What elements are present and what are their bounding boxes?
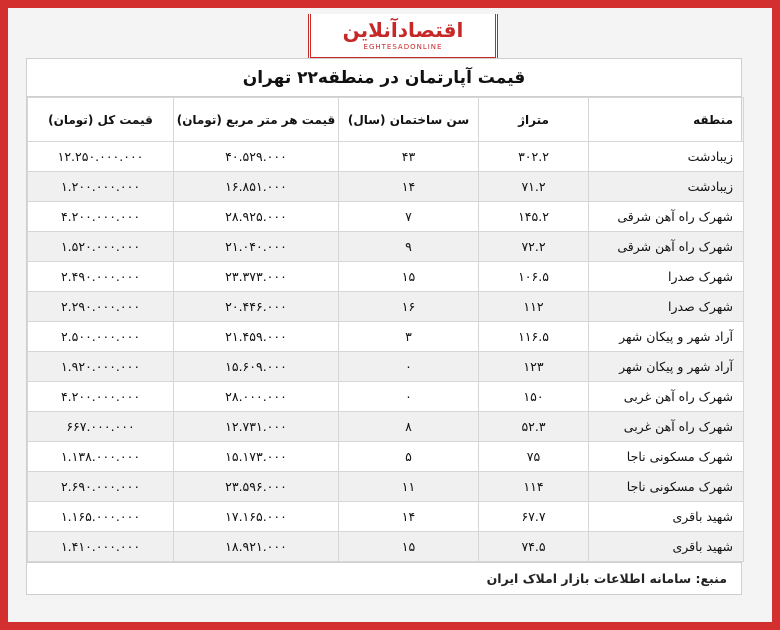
cell-total-price: ۲.۵۰۰.۰۰۰.۰۰۰ xyxy=(28,322,174,352)
cell-price-per-meter: ۱۵.۶۰۹.۰۰۰ xyxy=(174,352,339,382)
cell-age: ۰ xyxy=(339,352,479,382)
table-row xyxy=(28,382,744,412)
cell-area: ۱۱۶.۵ xyxy=(479,322,589,352)
cell-region: آراد شهر و پیکان شهر xyxy=(589,322,744,352)
cell-region: شهرک راه آهن شرقی xyxy=(589,202,744,232)
header-region: منطقه xyxy=(589,98,744,142)
cell-area: ۱۲۳ xyxy=(479,352,589,382)
cell-total-price: ۲.۶۹۰.۰۰۰.۰۰۰ xyxy=(28,472,174,502)
cell-age: ۴۳ xyxy=(339,142,479,172)
cell-region: شهرک راه آهن شرقی xyxy=(589,232,744,262)
cell-area: ۱۴۵.۲ xyxy=(479,202,589,232)
logo-subtext: EGHTESADONLINE xyxy=(363,43,443,51)
table-row xyxy=(28,202,744,232)
cell-total-price: ۲.۴۹۰.۰۰۰.۰۰۰ xyxy=(28,262,174,292)
cell-age: ۱۴ xyxy=(339,172,479,202)
cell-price-per-meter: ۱۶.۸۵۱.۰۰۰ xyxy=(174,172,339,202)
cell-age: ۱۱ xyxy=(339,472,479,502)
cell-total-price: ۱.۵۲۰.۰۰۰.۰۰۰ xyxy=(28,232,174,262)
table-row xyxy=(28,262,744,292)
cell-age: ۵ xyxy=(339,442,479,472)
table-row xyxy=(28,352,744,382)
cell-age: ۸ xyxy=(339,412,479,442)
table-row xyxy=(28,532,744,562)
cell-age: ۱۵ xyxy=(339,532,479,562)
cell-age: ۱۵ xyxy=(339,262,479,292)
cell-total-price: ۱.۱۶۵.۰۰۰.۰۰۰ xyxy=(28,502,174,532)
table-header-row xyxy=(28,98,744,142)
cell-region: شهرک صدرا xyxy=(589,292,744,322)
cell-region: شهید باقری xyxy=(589,502,744,532)
cell-price-per-meter: ۲۸.۰۰۰.۰۰۰ xyxy=(174,382,339,412)
table-row xyxy=(28,322,744,352)
cell-region: زیبادشت xyxy=(589,172,744,202)
table-row xyxy=(28,142,744,172)
cell-area: ۶۷.۷ xyxy=(479,502,589,532)
cell-total-price: ۱.۱۳۸.۰۰۰.۰۰۰ xyxy=(28,442,174,472)
cell-region: آراد شهر و پیکان شهر xyxy=(589,352,744,382)
cell-area: ۱۱۲ xyxy=(479,292,589,322)
cell-age: ۱۶ xyxy=(339,292,479,322)
header-area: متراژ xyxy=(479,98,589,142)
cell-region: زیبادشت xyxy=(589,142,744,172)
cell-area: ۳۰۲.۲ xyxy=(479,142,589,172)
cell-age: ۱۴ xyxy=(339,502,479,532)
cell-price-per-meter: ۱۵.۱۷۳.۰۰۰ xyxy=(174,442,339,472)
cell-area: ۷۴.۵ xyxy=(479,532,589,562)
price-table-container xyxy=(26,58,742,563)
table-row xyxy=(28,292,744,322)
table-title: قیمت آپارتمان در منطقه۲۲ تهران xyxy=(27,59,741,97)
cell-price-per-meter: ۲۳.۵۹۶.۰۰۰ xyxy=(174,472,339,502)
cell-age: ۳ xyxy=(339,322,479,352)
price-table xyxy=(27,97,744,562)
cell-total-price: ۱۲.۲۵۰.۰۰۰.۰۰۰ xyxy=(28,142,174,172)
cell-price-per-meter: ۱۲.۷۳۱.۰۰۰ xyxy=(174,412,339,442)
cell-total-price: ۶۶۷.۰۰۰.۰۰۰ xyxy=(28,412,174,442)
cell-area: ۱۱۴ xyxy=(479,472,589,502)
brand-logo[interactable] xyxy=(308,14,498,60)
cell-total-price: ۱.۴۱۰.۰۰۰.۰۰۰ xyxy=(28,532,174,562)
header-total-price: قیمت کل (تومان) xyxy=(28,98,174,142)
header-age: سن ساختمان (سال) xyxy=(339,98,479,142)
cell-region: شهرک مسکونی ناجا xyxy=(589,472,744,502)
cell-area: ۵۲.۳ xyxy=(479,412,589,442)
cell-total-price: ۲.۲۹۰.۰۰۰.۰۰۰ xyxy=(28,292,174,322)
cell-area: ۱۵۰ xyxy=(479,382,589,412)
cell-area: ۷۲.۲ xyxy=(479,232,589,262)
cell-age: ۷ xyxy=(339,202,479,232)
logo-text: اقتصادآنلاین xyxy=(342,18,464,42)
cell-price-per-meter: ۴۰.۵۲۹.۰۰۰ xyxy=(174,142,339,172)
table-row xyxy=(28,502,744,532)
table-row xyxy=(28,412,744,442)
cell-region: شهرک راه آهن غربی xyxy=(589,412,744,442)
cell-total-price: ۴.۲۰۰.۰۰۰.۰۰۰ xyxy=(28,382,174,412)
cell-total-price: ۴.۲۰۰.۰۰۰.۰۰۰ xyxy=(28,202,174,232)
cell-region: شهرک مسکونی ناجا xyxy=(589,442,744,472)
cell-price-per-meter: ۲۰.۴۴۶.۰۰۰ xyxy=(174,292,339,322)
table-row xyxy=(28,172,744,202)
cell-price-per-meter: ۲۱.۰۴۰.۰۰۰ xyxy=(174,232,339,262)
cell-area: ۷۱.۲ xyxy=(479,172,589,202)
table-body xyxy=(28,142,744,562)
table-row xyxy=(28,442,744,472)
table-row xyxy=(28,232,744,262)
cell-price-per-meter: ۱۸.۹۲۱.۰۰۰ xyxy=(174,532,339,562)
header-price-per-meter: قیمت هر متر مربع (تومان) xyxy=(174,98,339,142)
source-note: منبع: سامانه اطلاعات بازار املاک ایران xyxy=(26,563,742,595)
cell-age: ۹ xyxy=(339,232,479,262)
cell-total-price: ۱.۹۲۰.۰۰۰.۰۰۰ xyxy=(28,352,174,382)
cell-price-per-meter: ۲۱.۴۵۹.۰۰۰ xyxy=(174,322,339,352)
cell-area: ۷۵ xyxy=(479,442,589,472)
cell-age: ۰ xyxy=(339,382,479,412)
cell-region: شهرک صدرا xyxy=(589,262,744,292)
cell-price-per-meter: ۲۸.۹۲۵.۰۰۰ xyxy=(174,202,339,232)
table-row xyxy=(28,472,744,502)
cell-total-price: ۱.۲۰۰.۰۰۰.۰۰۰ xyxy=(28,172,174,202)
cell-price-per-meter: ۱۷.۱۶۵.۰۰۰ xyxy=(174,502,339,532)
cell-region: شهرک راه آهن غربی xyxy=(589,382,744,412)
cell-region: شهید باقری xyxy=(589,532,744,562)
cell-area: ۱۰۶.۵ xyxy=(479,262,589,292)
cell-price-per-meter: ۲۳.۳۷۳.۰۰۰ xyxy=(174,262,339,292)
